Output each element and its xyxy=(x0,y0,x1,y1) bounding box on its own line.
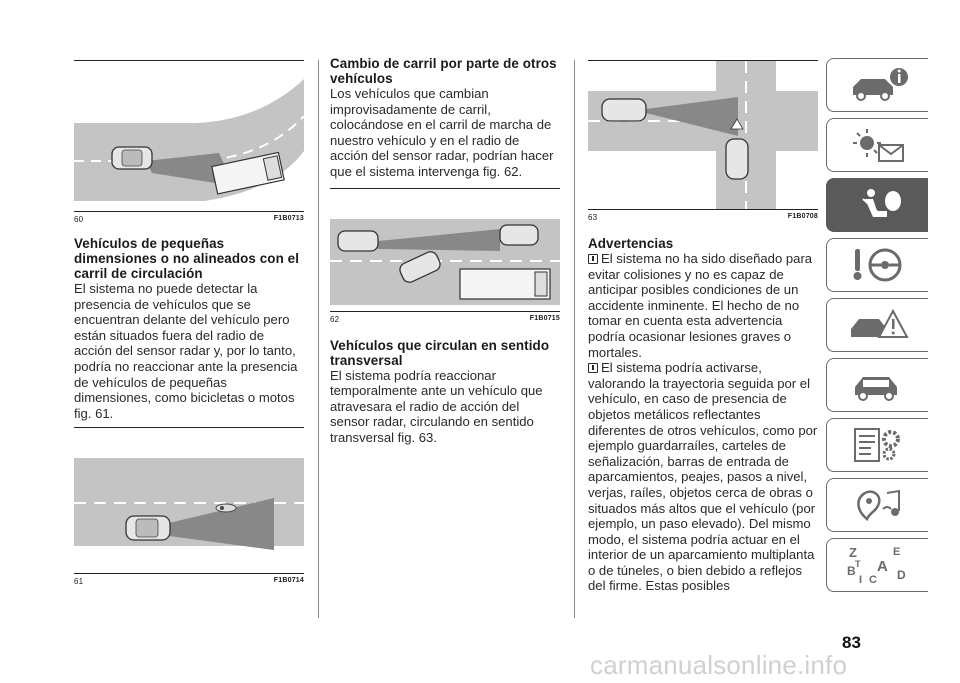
index-letter: A xyxy=(876,558,888,575)
section-cross-traffic-body: El sistema podría reaccionar temporalmente ante un vehículo que atravesara el radio de acción del sensor radar, circulando en sentido transversal fig. 63. xyxy=(330,367,543,445)
figure-62-caption xyxy=(330,315,560,324)
figure-63-illustration xyxy=(588,61,818,209)
figure-62-illustration xyxy=(330,189,560,311)
index-letter: E xyxy=(892,546,900,558)
figure-60 xyxy=(74,60,304,224)
figure-61-code: F1B0714 xyxy=(273,577,304,585)
figure-61-caption xyxy=(74,577,304,586)
chapter-tab-starting-driving[interactable] xyxy=(826,238,928,292)
chapter-tab-safety[interactable] xyxy=(826,178,928,232)
section-cross-traffic-heading: Vehículos que circulan en sentido transversal xyxy=(330,337,550,368)
chapter-tab-warning-lights[interactable] xyxy=(826,118,928,172)
figure-63-number: 63 xyxy=(588,213,598,222)
figure-60-caption xyxy=(74,215,304,224)
figure-60-number: 60 xyxy=(74,215,84,224)
index-letter: Z xyxy=(848,545,857,560)
figure-61-number: 61 xyxy=(74,577,84,587)
warning-paragraph-2 xyxy=(588,360,818,594)
car-emergency-icon xyxy=(843,305,913,345)
index-letter: T xyxy=(854,559,860,569)
warning-icon xyxy=(588,363,598,373)
figure-62-code: F1B0715 xyxy=(529,314,560,322)
figure-62-number: 62 xyxy=(330,314,340,324)
warning-paragraph-1 xyxy=(588,251,818,360)
chapter-tabs-sidebar xyxy=(826,58,928,598)
section-small-vehicles-heading: Vehículos de pequeñas dimensiones o no alineados con el carril de circulación xyxy=(74,236,300,281)
key-steering-wheel-icon xyxy=(843,245,913,285)
column-separator-2 xyxy=(574,60,575,618)
chapter-tab-index[interactable] xyxy=(826,538,928,592)
section-warnings-heading: Advertencias xyxy=(588,236,674,251)
car-maintenance-icon xyxy=(843,365,913,405)
figure-60-illustration xyxy=(74,61,304,211)
figure-60-code: F1B0713 xyxy=(273,215,304,222)
chapter-tab-maintenance[interactable] xyxy=(826,358,928,412)
column-1 xyxy=(74,0,304,586)
figure-63 xyxy=(588,60,818,222)
index-letter: D xyxy=(896,568,906,582)
section-lane-change-body: Los vehículos que cambian improvisadamente de carril, colocándose en el carril de marcha de nuestro vehículo y en el radio de acción del sensor radar, podrían hacer que el sistema intervenga fig. 62. xyxy=(330,86,554,179)
column-2 xyxy=(330,0,560,446)
alphabet-index-icon xyxy=(843,543,913,587)
index-letter: C xyxy=(868,574,877,586)
section-small-vehicles-body: El sistema no puede detectar la presencia de vehículos que se encuentran delante del vehículo pero están situados fuera del radio de acción del sensor radar y, por lo tanto, podría no reaccionar ante la presencia de vehículos de pequeñas dimensiones, como bicicletas o motos fig. 61. xyxy=(74,281,298,421)
warning-text-2: El sistema podría activarse, valorando la trayectoria seguida por el vehículo, en caso de presencia de objetos metálicos reflectantes diferentes de otros vehículos, como por ejemplo guardarraíles, carteles de señalización, barras de entrada de aparcamientos, peajes, pasos a nivel, verjas, raíles, objetos cerca de obras o situados más altos que el vehículo (por ejemplo, un paso elevado). Del mismo modo, el sistema podría actuar en el interior de un aparcamiento multiplanta o de túneles, o bien debido a reflejos del firme. Estas posibles xyxy=(588,360,818,594)
chapter-tab-specifications[interactable] xyxy=(826,418,928,472)
index-letter: B xyxy=(846,564,856,578)
specs-gears-icon xyxy=(843,425,913,465)
figure-63-code: F1B0708 xyxy=(787,213,818,220)
column-separator-1 xyxy=(318,60,319,618)
chapter-tab-car-info[interactable] xyxy=(826,58,928,112)
chapter-tab-multimedia[interactable] xyxy=(826,478,928,532)
seat-airbag-icon xyxy=(843,185,913,225)
figure-63-caption xyxy=(588,213,818,222)
watermark: carmanualsonline.info xyxy=(590,650,848,680)
warning-icon xyxy=(588,254,598,264)
page-number: 83 xyxy=(842,633,861,652)
warning-text-1: El sistema no ha sido diseñado para evitar colisiones y no es capaz de anticipar posibles condiciones de un accidente inminente. El hecho de no tomar en cuenta esta advertencia podría ocasionar lesiones graves o mortales. xyxy=(588,251,813,360)
figure-61 xyxy=(74,427,304,586)
index-letter: I xyxy=(858,574,862,586)
chapter-tab-emergency[interactable] xyxy=(826,298,928,352)
car-info-icon xyxy=(843,65,913,105)
figure-61-illustration xyxy=(74,428,304,573)
section-lane-change-heading: Cambio de carril por parte de otros vehículos xyxy=(330,56,557,86)
warning-lights-message-icon xyxy=(843,125,913,165)
column-3 xyxy=(588,0,818,594)
figure-62 xyxy=(330,188,560,324)
multimedia-icon xyxy=(843,485,913,525)
